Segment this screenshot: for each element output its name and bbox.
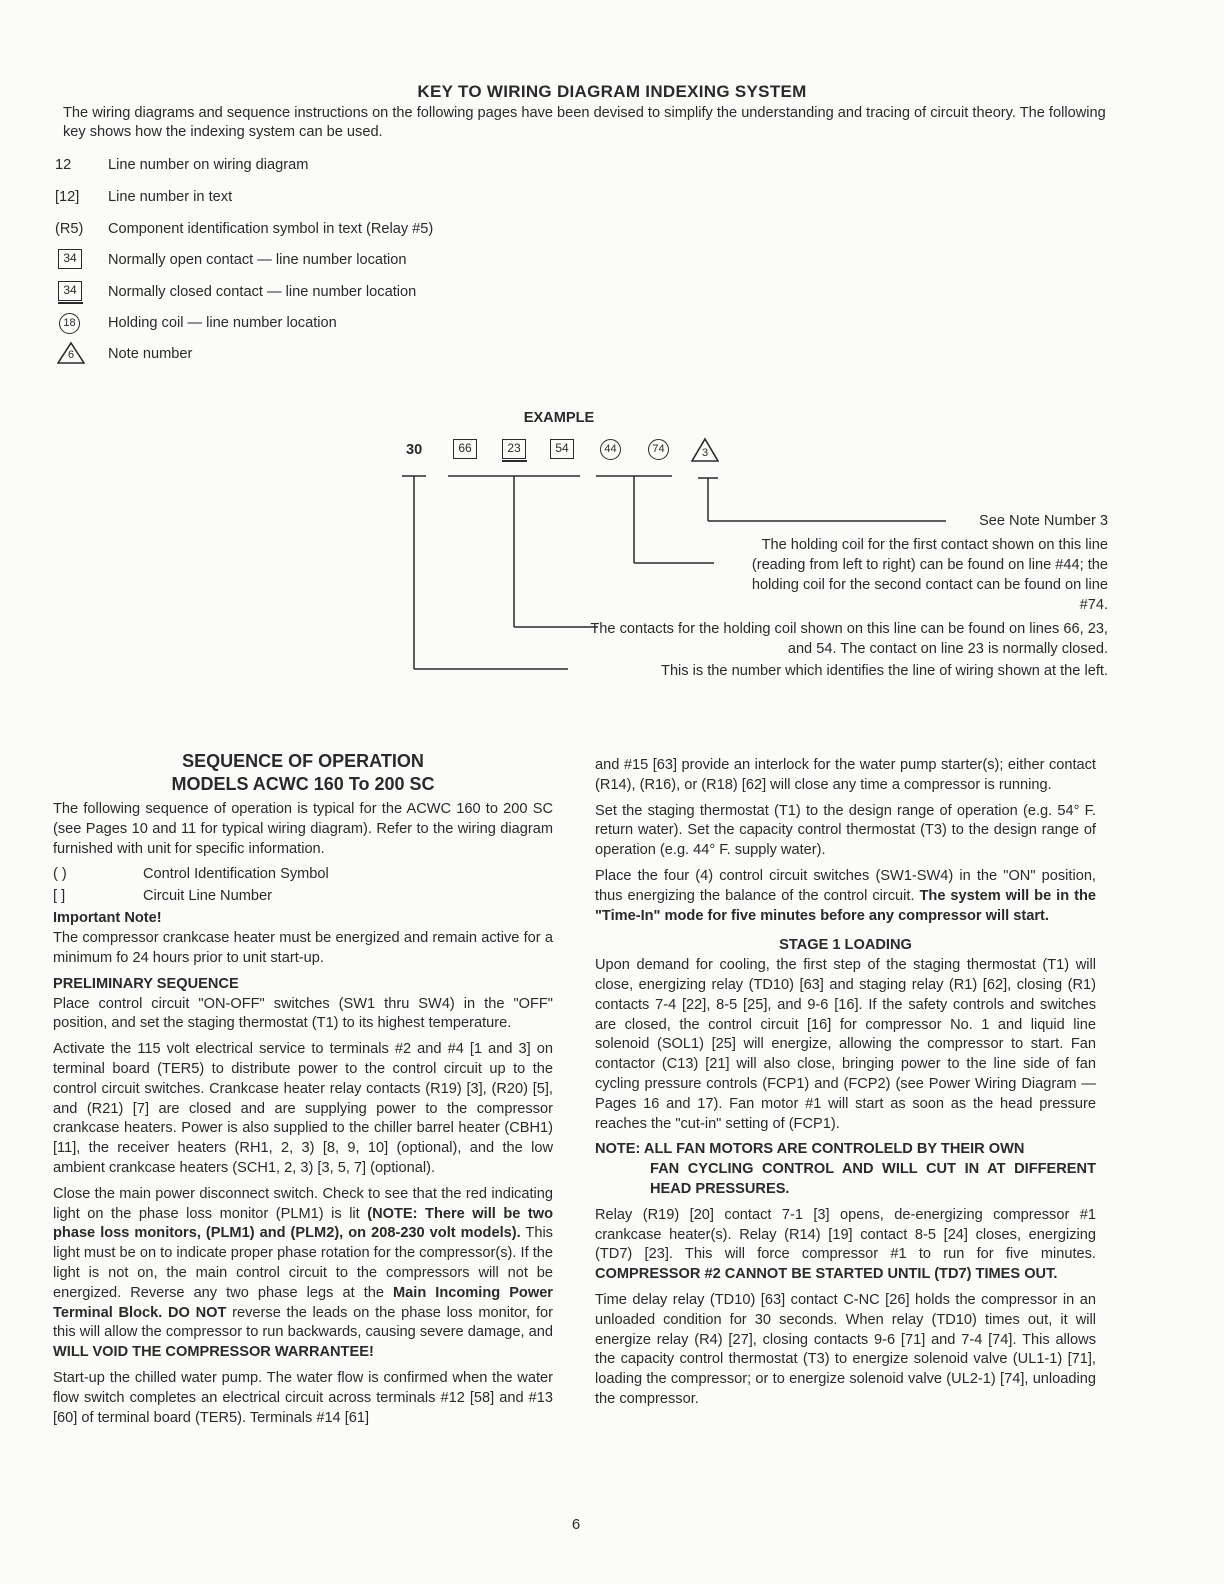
paragraph-stage-1: Upon demand for cooling, the first step of the staging thermostat (T1) will close, energizing relay (TD10) [63] and staging relay (R1) [62], closing (R1) contacts 7-4 [22], 8-5 [25], and 9-6 [16]. If the safety controls and switches are closed, the control circuit [16] for compressor No. 1 and liquid line solenoid (SOL1) [25] will energize, allowing the compressor to start. Fan contactor (C13) [21] will also close, bringing power to the line side of fan cycling pressure controls (FCP1) and (FCP2) (see Power Wiring Diagram — Pages 16 and 17). Fan motor #1 will start as soon as the head pressure reaches the "cut-in" setting of (FCP1). bbox=[595, 957, 1096, 1132]
fan-note-line-2: FAN CYCLING CONTROL AND WILL CUT IN AT DIFFERENT HEAD PRESSURES. bbox=[650, 1161, 1096, 1197]
normally-open-contact-icon: 34 bbox=[58, 249, 82, 269]
annotation-line: This is the number which identifies the line of wiring shown at the left. bbox=[661, 663, 1108, 679]
legend-circuit-line: [ ] Circuit Line Number bbox=[53, 888, 272, 905]
stage-1-heading: STAGE 1 LOADING bbox=[779, 937, 912, 954]
holding-coil-icon: 18 bbox=[59, 313, 80, 334]
key-symbol-line-number: 12 bbox=[55, 157, 72, 173]
sequence-left-column bbox=[53, 750, 553, 1434]
example-label: EXAMPLE bbox=[523, 410, 595, 426]
sequence-title: SEQUENCE OF OPERATION bbox=[182, 751, 424, 771]
sequence-intro: The following sequence of operation is typical for the ACWC 160 to 200 SC (see Pages 10 and 11 for typical wiring diagram). Refer to the wiring diagram furnished with unit for specific information. bbox=[53, 801, 553, 857]
preliminary-sequence-heading: PRELIMINARY SEQUENCE bbox=[53, 975, 239, 992]
paragraph-switches: Place control circuit "ON-OFF" switches (SW1 thru SW4) in the "OFF" position, and set the staging thermostat (T1) to its highest temperature. bbox=[53, 995, 553, 1032]
paragraph-115v-service: Activate the 115 volt electrical service to terminals #2 and #4 [1 and 3] on terminal board (TER5) to distribute power to the control circuit up to the control circuit switches. Crankcase heater relay contacts (R19) [3], (R20) [5], and (R21) [7] are closed and are supplying power to the compressor crankcase heaters. Power is also supplied to the chiller barrel heater (CBH1) [11], the receiver heaters (RH1, 2, 3) [8, 9, 10] (optional), and the low ambient crankcase heaters (SCH1, 2, 3) [3, 5, 7] (optional). bbox=[53, 1041, 553, 1176]
key-text-normally-closed: Normally closed contact — line number location bbox=[108, 284, 417, 300]
key-text-note-number: Note number bbox=[108, 346, 193, 362]
fan-note-line-1: NOTE: ALL FAN MOTORS ARE CONTROLELD BY THEIR OWN bbox=[595, 1141, 1025, 1158]
normally-closed-contact-icon: 34 bbox=[58, 281, 83, 304]
paragraph-thermostats: Set the staging thermostat (T1) to the design range of operation (e.g. 54° F. return water). Set the capacity control thermostat (T3) to the design range of operation (e.g. 44° F. supply water). bbox=[595, 802, 1096, 859]
example-contact-3: 54 bbox=[550, 439, 574, 459]
paragraph-phase-loss-monitor: Close the main power disconnect switch. Check to see that the red indicating light on the phase loss monitor (PLM1) is lit (NOTE: There will be two phase loss monitors, (PLM1) and (PLM2), on 208-230 volt models). This light must be on to indicate proper phase rotation for the compressor(s). If the light is not on, the main control circuit to the compressors will not be energized. Reverse any two phase legs at the Main Incoming Power Terminal Block. DO NOT reverse the leads on the phase loss monitor, for this will allow the compressor to run backwards, causing severe damage, and WILL VOID THE COMPRESSOR WARRANTEE! bbox=[53, 1185, 553, 1361]
example-coil-2: 74 bbox=[648, 439, 669, 460]
key-symbol-component: (R5) bbox=[55, 221, 84, 237]
key-text-component: Component identification symbol in text (Relay #5) bbox=[108, 221, 434, 237]
sequence-right-column bbox=[595, 756, 1096, 1416]
paragraph-time-delay: Time delay relay (TD10) [63] contact C-NC [26] holds the compressor in an unloaded condition for 30 seconds. When relay (TD10) times out, it will energize relay (R4) [27], closing contacts 9-6 [71] and 7-4 [74]. This allows the capacity control thermostat (T3) to energize solenoid valve (UL1-1) [71], loading the compressor; or to energize solenoid valve (UL2-1) [74], unloading the compressor. bbox=[595, 1291, 1096, 1407]
important-note-text: The compressor crankcase heater must be energized and remain active for a minimum fo 24 hours prior to unit start-up. bbox=[53, 930, 553, 966]
paragraph-water-pump: Start-up the chilled water pump. The water flow is confirmed when the water flow switch completes an electrical circuit across terminals #12 [58] and #13 [60] of terminal board (TER5). Terminals #14 [61] bbox=[53, 1369, 553, 1426]
legend-control-symbol: ( ) Control Identification Symbol bbox=[53, 866, 329, 883]
key-symbol-text-line: [12] bbox=[55, 189, 80, 205]
annotation-note: See Note Number 3 bbox=[979, 513, 1108, 529]
important-note-label: Important Note! bbox=[53, 910, 162, 927]
example-contact-1: 66 bbox=[453, 439, 477, 459]
key-text-normally-open: Normally open contact — line number location bbox=[108, 252, 407, 268]
paragraph-interlock: and #15 [63] provide an interlock for the water pump starter(s); either contact (R14), (R16), or (R18) [62] will close any time a compressor is running. bbox=[595, 757, 1096, 793]
page-number: 6 bbox=[571, 1516, 581, 1533]
example-contact-2: 23 bbox=[502, 439, 527, 462]
key-title: KEY TO WIRING DIAGRAM INDEXING SYSTEM bbox=[417, 82, 807, 101]
key-text-holding-coil: Holding coil — line number location bbox=[108, 315, 337, 331]
paragraph-crankcase-relay: Relay (R19) [20] contact 7-1 [3] opens, de-energizing compressor #1 crankcase heater(s). Relay (R14) [19] contact 8-5 [24] closes, energizing (TD7) [23]. This will force compressor #1 to run for five minutes. COMPRESSOR #2 CANNOT BE STARTED UNTIL (TD7) TIMES OUT. bbox=[595, 1206, 1096, 1283]
note-triangle-icon: 6 bbox=[57, 341, 85, 365]
annotation-contacts: The contacts for the holding coil shown on this line can be found on lines 66, 23, and 54. The contact on line 23 is normally closed. bbox=[590, 621, 1108, 657]
annotation-coil: The holding coil for the first contact shown on this line (reading from left to right) can be found on line #44; the holding coil for the second contact can be found on line #74. bbox=[751, 537, 1108, 613]
example-note-triangle-icon: 3 bbox=[691, 437, 719, 463]
key-intro: The wiring diagrams and sequence instructions on the following pages have been devised to simplify the understanding and tracing of circuit theory. The following key shows how the indexing system can be used. bbox=[63, 105, 1106, 140]
example-coil-1: 44 bbox=[600, 439, 621, 460]
paragraph-control-switches: Place the four (4) control circuit switches (SW1-SW4) in the "ON" position, thus energizing the balance of the control circuit. The system will be in the "Time-In" mode for five minutes before any compressor will start. bbox=[595, 867, 1096, 924]
sequence-subtitle: MODELS ACWC 160 To 200 SC bbox=[171, 774, 435, 794]
key-text-line-number: Line number on wiring diagram bbox=[108, 157, 309, 173]
key-text-text-line: Line number in text bbox=[108, 189, 233, 205]
example-line-number: 30 bbox=[406, 442, 423, 458]
